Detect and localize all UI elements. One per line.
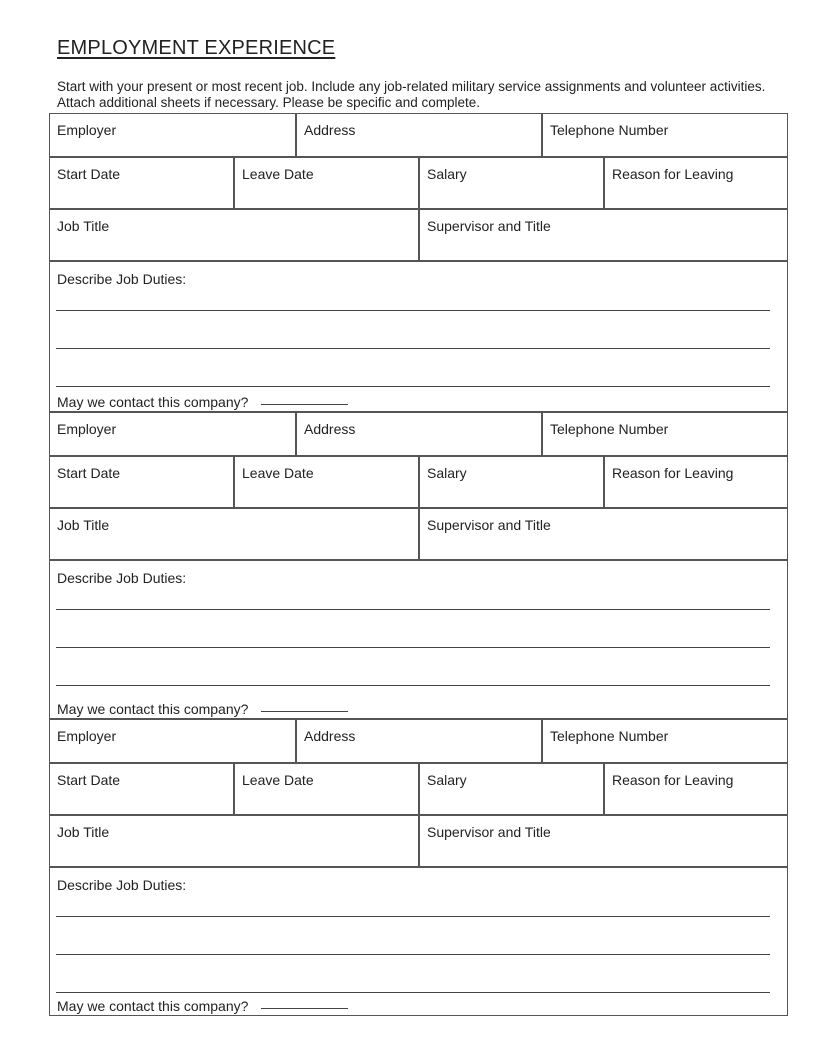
salary-field-label: Salary: [427, 166, 467, 182]
duties-writing-line: [56, 992, 770, 993]
job-duties-field[interactable]: [49, 867, 788, 1016]
contact-question-label: May we contact this company?: [57, 998, 249, 1014]
employer-field[interactable]: [49, 719, 296, 763]
address-field-label: Address: [304, 728, 356, 744]
start-date-field[interactable]: [49, 157, 234, 209]
salary-field-label: Salary: [427, 465, 467, 481]
supervisor-field[interactable]: [419, 815, 788, 867]
job-title-field[interactable]: [49, 815, 419, 867]
reason-for-leaving-field-label: Reason for Leaving: [612, 465, 734, 481]
employer-field-label: Employer: [57, 421, 117, 437]
job-duties-field[interactable]: [49, 261, 788, 412]
reason-for-leaving-field[interactable]: [604, 456, 788, 508]
salary-field[interactable]: [419, 763, 604, 815]
job-duties-label: Describe Job Duties:: [57, 877, 187, 893]
duties-writing-line: [56, 609, 770, 610]
telephone-field[interactable]: [542, 412, 788, 456]
leave-date-field-label: Leave Date: [242, 166, 314, 182]
job-title-field[interactable]: [49, 508, 419, 560]
supervisor-field[interactable]: [419, 508, 788, 560]
duties-writing-line: [56, 647, 770, 648]
duties-writing-line: [56, 954, 770, 955]
job-title-field[interactable]: [49, 209, 419, 261]
job-title-field-label: Job Title: [57, 824, 110, 840]
contact-question-label: May we contact this company?: [57, 701, 249, 717]
address-field-label: Address: [304, 122, 356, 138]
job-duties-label: Describe Job Duties:: [57, 570, 187, 586]
salary-field-label: Salary: [427, 772, 467, 788]
start-date-field-label: Start Date: [57, 465, 121, 481]
reason-for-leaving-field-label: Reason for Leaving: [612, 772, 734, 788]
start-date-field-label: Start Date: [57, 166, 121, 182]
telephone-field-label: Telephone Number: [550, 122, 669, 138]
salary-field[interactable]: [419, 157, 604, 209]
contact-answer-line[interactable]: [261, 404, 348, 405]
telephone-field[interactable]: [542, 113, 788, 157]
job-title-field-label: Job Title: [57, 218, 110, 234]
salary-field[interactable]: [419, 456, 604, 508]
leave-date-field-label: Leave Date: [242, 772, 314, 788]
supervisor-field-label: Supervisor and Title: [427, 218, 551, 234]
address-field[interactable]: [296, 412, 542, 456]
reason-for-leaving-field-label: Reason for Leaving: [612, 166, 734, 182]
form-title: EMPLOYMENT EXPERIENCE: [57, 37, 336, 59]
duties-writing-line: [56, 685, 770, 686]
duties-writing-line: [56, 386, 770, 387]
supervisor-field-label: Supervisor and Title: [427, 824, 551, 840]
address-field[interactable]: [296, 719, 542, 763]
leave-date-field[interactable]: [234, 456, 419, 508]
employer-field[interactable]: [49, 113, 296, 157]
contact-answer-line[interactable]: [261, 1008, 348, 1009]
contact-answer-line[interactable]: [261, 711, 348, 712]
supervisor-field-label: Supervisor and Title: [427, 517, 551, 533]
start-date-field-label: Start Date: [57, 772, 121, 788]
form-instructions: Start with your present or most recent job. Include any job-related military service assignments and volunteer activities. Attach additional sheets if necessary. Please be specific and complete.: [57, 79, 766, 110]
job-duties-field[interactable]: [49, 560, 788, 719]
employer-field-label: Employer: [57, 728, 117, 744]
employer-field-label: Employer: [57, 122, 117, 138]
job-title-field-label: Job Title: [57, 517, 110, 533]
telephone-field[interactable]: [542, 719, 788, 763]
duties-writing-line: [56, 348, 770, 349]
telephone-field-label: Telephone Number: [550, 728, 669, 744]
address-field-label: Address: [304, 421, 356, 437]
duties-writing-line: [56, 310, 770, 311]
start-date-field[interactable]: [49, 763, 234, 815]
reason-for-leaving-field[interactable]: [604, 157, 788, 209]
supervisor-field[interactable]: [419, 209, 788, 261]
reason-for-leaving-field[interactable]: [604, 763, 788, 815]
start-date-field[interactable]: [49, 456, 234, 508]
employer-field[interactable]: [49, 412, 296, 456]
leave-date-field-label: Leave Date: [242, 465, 314, 481]
duties-writing-line: [56, 916, 770, 917]
telephone-field-label: Telephone Number: [550, 421, 669, 437]
job-duties-label: Describe Job Duties:: [57, 271, 187, 287]
leave-date-field[interactable]: [234, 157, 419, 209]
address-field[interactable]: [296, 113, 542, 157]
leave-date-field[interactable]: [234, 763, 419, 815]
contact-question-label: May we contact this company?: [57, 394, 249, 410]
